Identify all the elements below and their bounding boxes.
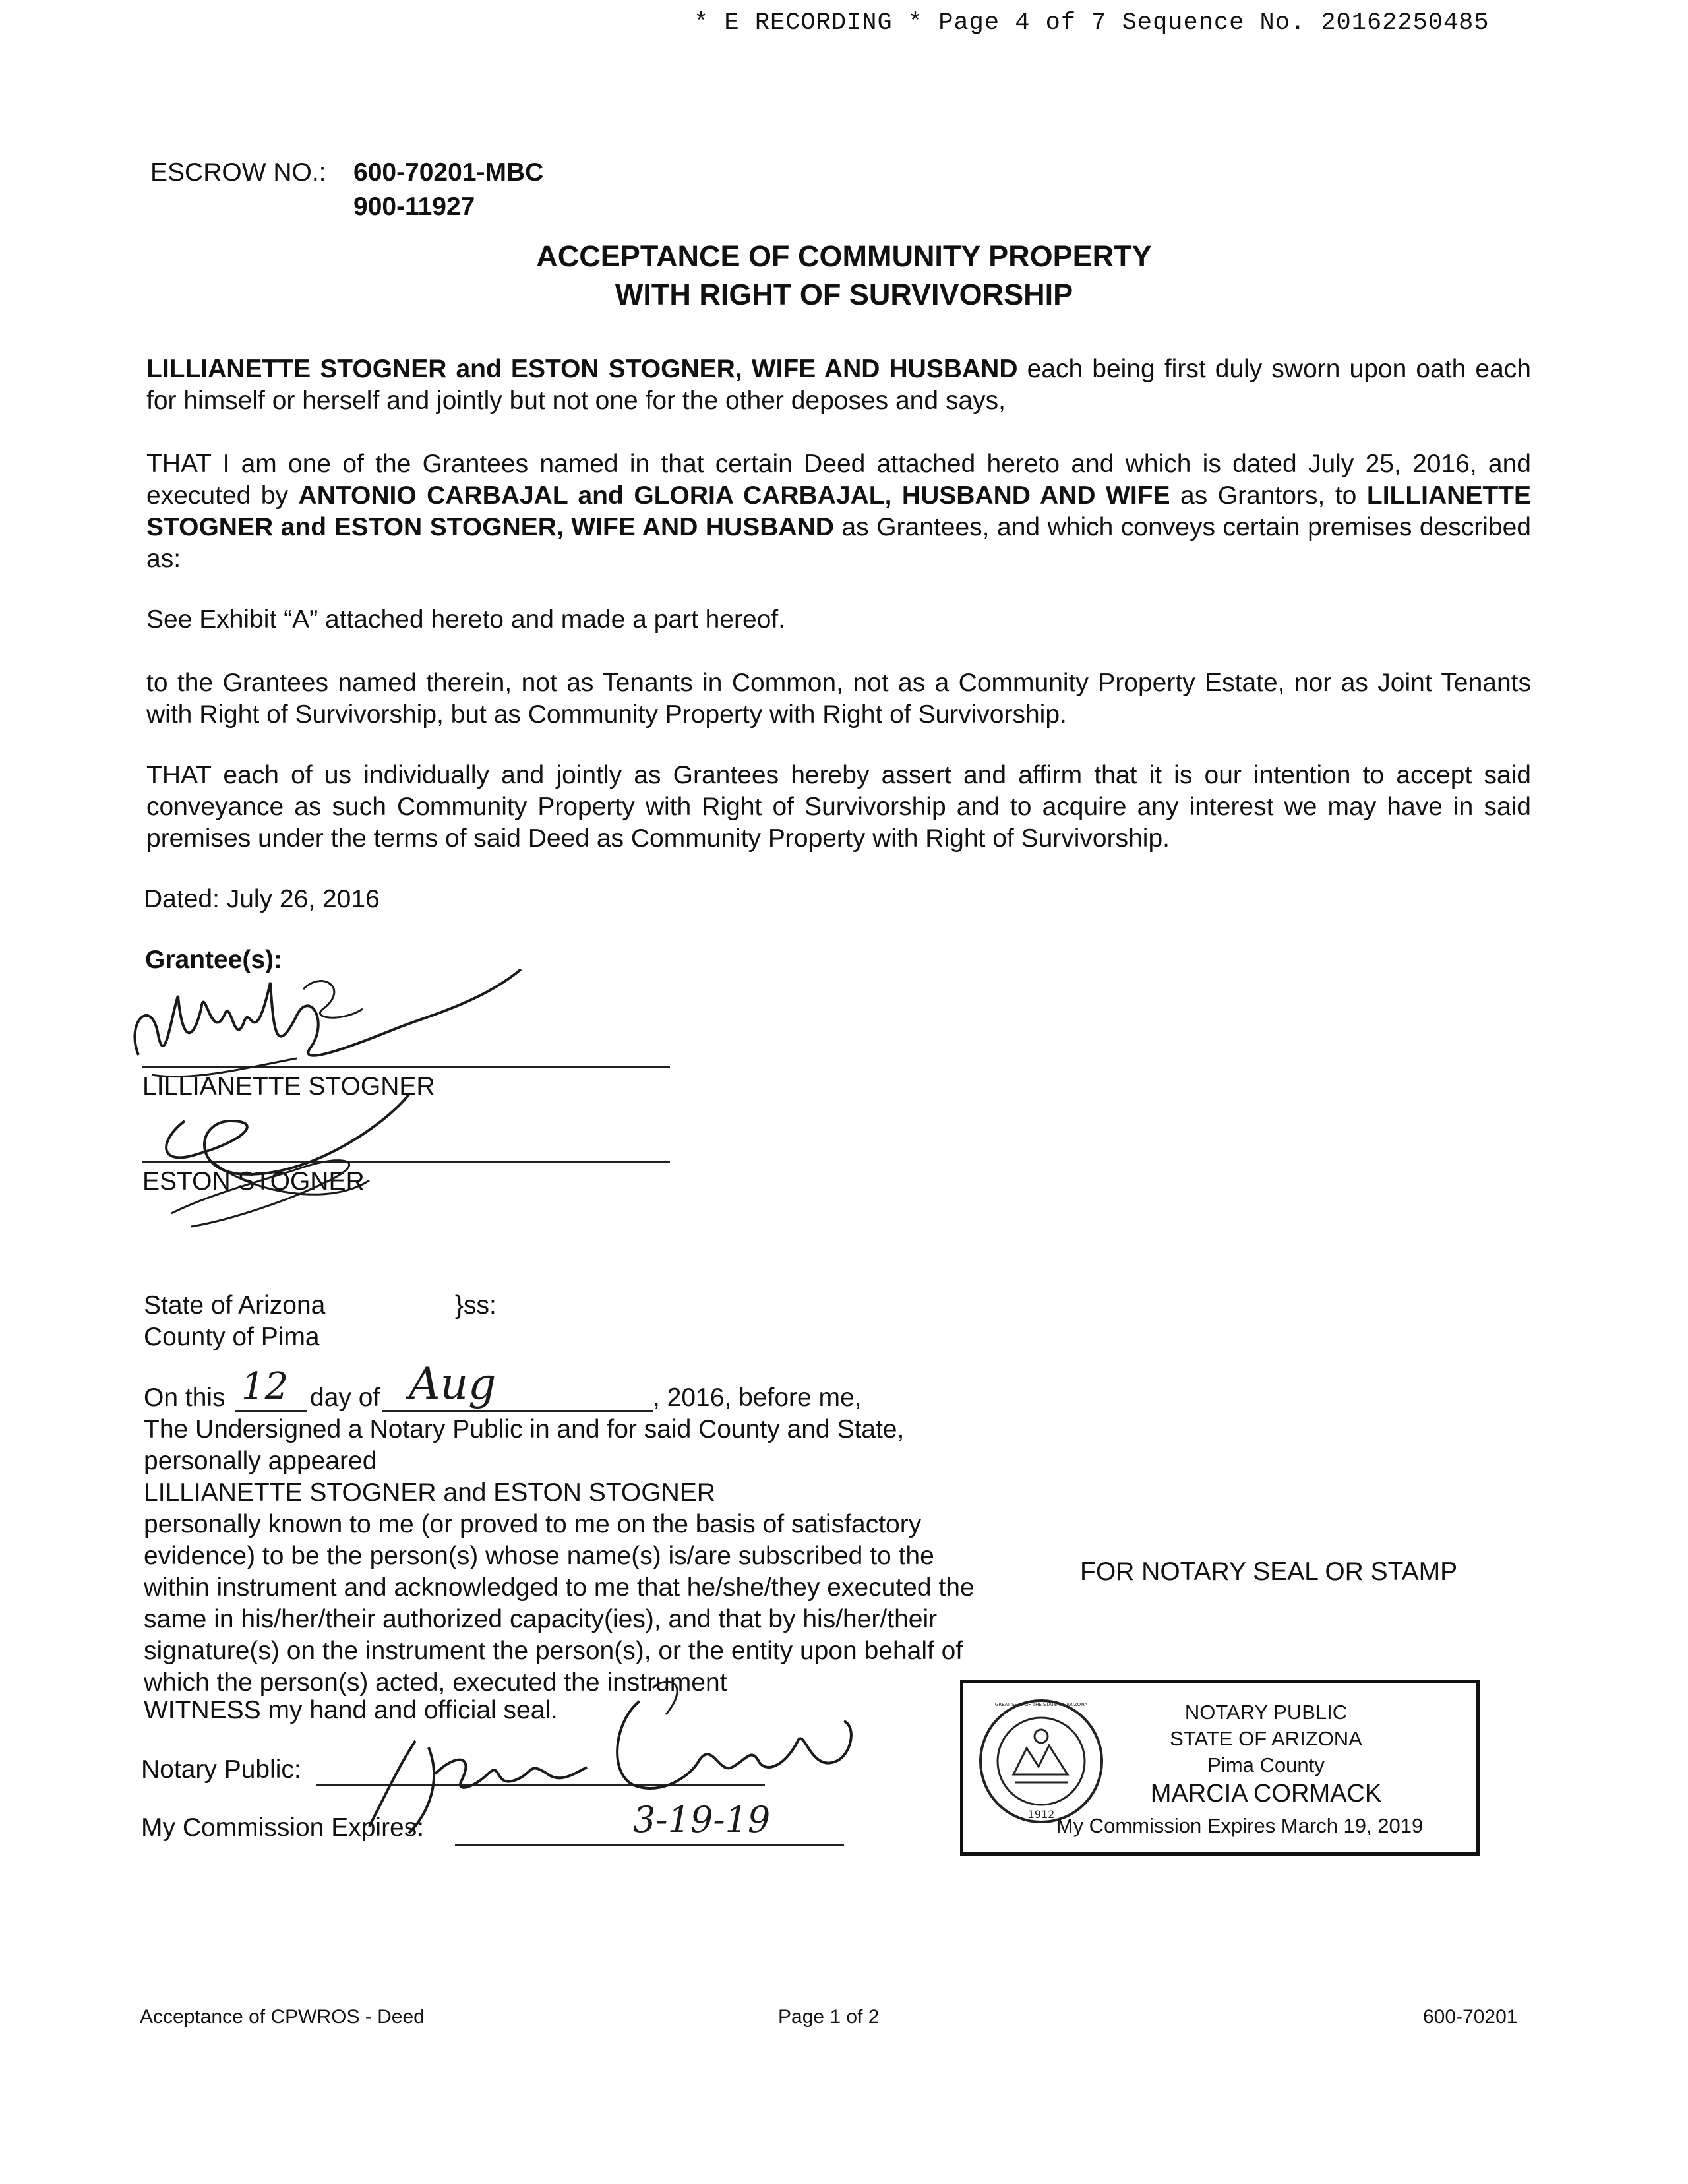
ack-line-5: personally known to me (or proved to me on the basis of satisfactory — [144, 1510, 922, 1538]
seal-text: GREAT SEAL OF THE STATE OF ARIZONA — [994, 1702, 1088, 1707]
escrow-number-secondary: 900-11927 — [353, 193, 475, 221]
document-title — [0, 237, 1688, 314]
undersigned-line: The Undersigned a Notary Public in and for said County and State, — [144, 1415, 905, 1443]
ack-line-6: evidence) to be the person(s) whose name(s) is/are subscribed to the — [144, 1542, 934, 1570]
ack-line-8: same in his/her/their authorized capacity(ies), and that by his/her/their — [144, 1605, 938, 1633]
seal-year: 1912 — [1027, 1808, 1055, 1821]
paragraph-oath-text: each being first duly sworn upon oath each for himself or herself and jointly but not one for the other deposes and says, — [146, 355, 1531, 415]
day-of-label: day of — [310, 1383, 380, 1412]
dated-line: Dated: July 26, 2016 — [144, 885, 380, 913]
notary-public-label: Notary Public: — [141, 1755, 301, 1784]
paragraph-oath — [146, 353, 1531, 417]
grantee-names-bold: LILLIANETTE STOGNER and ESTON STOGNER, WIFE AND HUSBAND — [146, 355, 1018, 383]
day-handwritten: 12 — [241, 1365, 289, 1408]
notary-stamp — [960, 1680, 1480, 1856]
personally-appeared: personally appeared — [144, 1447, 377, 1475]
grantee-name-2: ESTON STOGNER — [142, 1167, 365, 1196]
deed-text-2: as Grantors, to — [1170, 481, 1367, 510]
ack-line-7: within instrument and acknowledged to me that he/she/they executed the — [144, 1573, 975, 1602]
on-this-label: On this — [144, 1383, 226, 1412]
grantee-name-1: LILLIANETTE STOGNER — [142, 1072, 435, 1101]
seal-label: FOR NOTARY SEAL OR STAMP — [1080, 1558, 1458, 1586]
escrow-label: ESCROW NO.: — [150, 158, 326, 187]
grantors-bold: ANTONIO CARBAJAL and GLORIA CARBAJAL, HUSBAND AND WIFE — [298, 481, 1170, 510]
venue-state: State of Arizona — [144, 1291, 326, 1320]
deed-text-3: as Grantees, and which conveys certain premises described as: — [146, 513, 1531, 573]
paragraph-tenancy: to the Grantees named therein, not as Tenants in Common, not as a Community Property Estate, nor as Joint Tenants with Right of Survivorship, but as Community Property with Right of Survivorship. — [146, 669, 1531, 729]
appeared-names: LILLIANETTE STOGNER and ESTON STOGNER — [144, 1478, 715, 1507]
stamp-line-3: Pima County — [1207, 1753, 1325, 1776]
stamp-notary-name: MARCIA CORMACK — [1150, 1780, 1382, 1807]
grantees-label: Grantee(s): — [145, 946, 283, 974]
venue-county: County of Pima — [144, 1323, 320, 1351]
month-blank — [382, 1410, 653, 1412]
paragraph-exhibit: See Exhibit “A” attached hereto and made a part hereof. — [146, 605, 786, 634]
footer-left: Acceptance of CPWROS - Deed — [140, 2006, 425, 2028]
commission-expires-line — [455, 1844, 844, 1846]
recording-header: * E RECORDING * Page 4 of 7 Sequence No. 20162250485 — [694, 9, 1490, 37]
escrow-number-primary: 600-70201-MBC — [353, 158, 544, 187]
day-blank — [235, 1410, 307, 1412]
footer-right: 600-70201 — [1423, 2006, 1518, 2028]
footer-page: Page 1 of 2 — [778, 2006, 880, 2028]
stamp-expires: My Commission Expires March 19, 2019 — [1056, 1814, 1424, 1837]
stamp-line-2: STATE OF ARIZONA — [1170, 1727, 1362, 1750]
ack-line-9: signature(s) on the instrument the person(s), or the entity upon behalf of — [144, 1637, 963, 1665]
commission-expires-handwritten: 3-19-19 — [633, 1799, 771, 1840]
venue-ss: }ss: — [455, 1291, 497, 1320]
stamp-line-1: NOTARY PUBLIC — [1184, 1701, 1348, 1724]
ack-line-10: which the person(s) acted, executed the instrument — [144, 1668, 727, 1697]
deed-text-1: THAT I am one of the Grantees named in that certain Deed attached hereto and which is dated July 25, 2016, and executed by — [146, 450, 1531, 510]
commission-expires-label: My Commission Expires: — [141, 1813, 425, 1842]
title-line-1: ACCEPTANCE OF COMMUNITY PROPERTY — [536, 239, 1152, 273]
paragraph-deed — [146, 448, 1531, 575]
witness-line: WITNESS my hand and official seal. — [144, 1696, 558, 1724]
title-line-2: WITH RIGHT OF SURVIVORSHIP — [615, 278, 1073, 311]
grantees-bold: LILLIANETTE STOGNER and ESTON STOGNER, WIFE AND HUSBAND — [146, 481, 1532, 541]
grantee-signature-2 — [132, 1081, 475, 1233]
month-handwritten: Aug — [409, 1358, 497, 1409]
paragraph-affirmation: THAT each of us individually and jointly as Grantees hereby assert and affirm that it is our intention to accept said conveyance as such Community Property with Right of Survivorship and to acquire any interest we may have in said premises under the terms of said Deed as Community Property with Right of Survivorship. — [146, 761, 1531, 853]
year-text: , 2016, before me, — [653, 1383, 862, 1412]
